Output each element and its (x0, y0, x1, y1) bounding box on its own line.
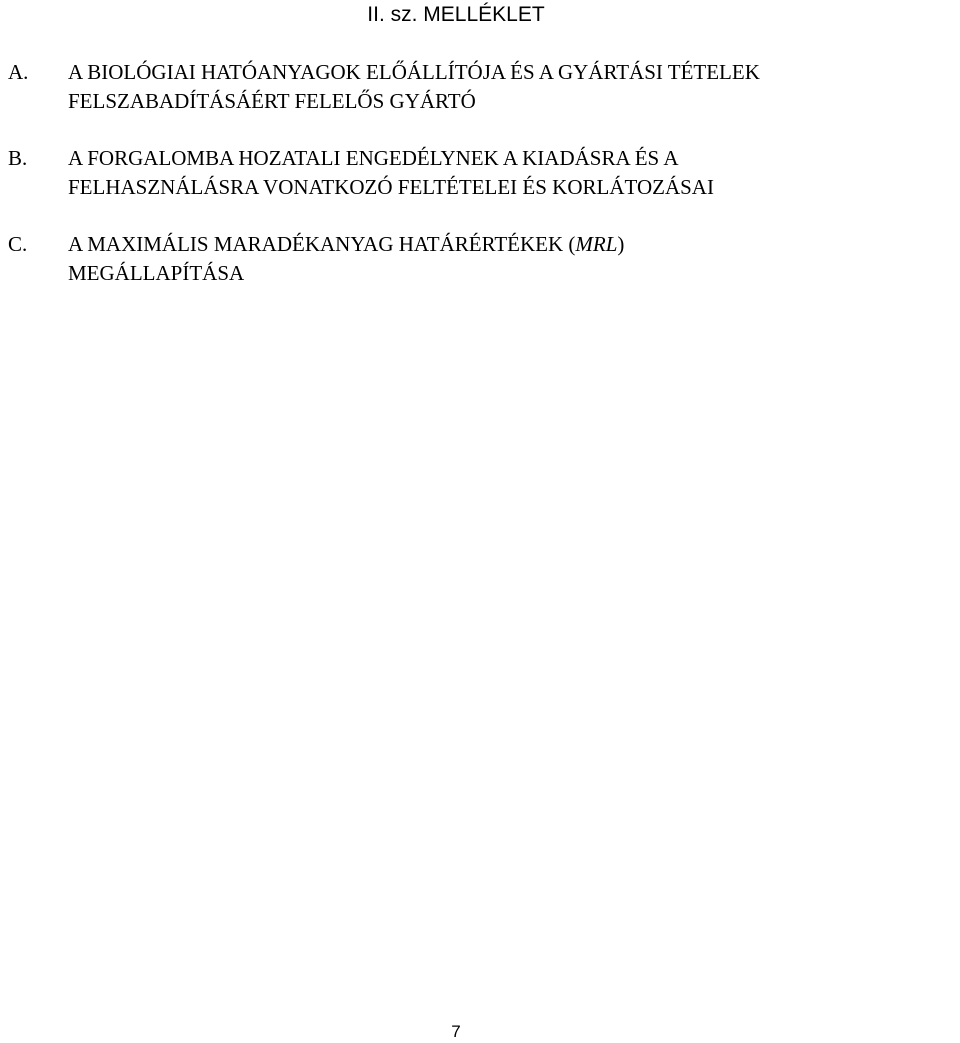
section-heading (68, 230, 940, 288)
page-number: 7 (451, 1022, 461, 1041)
section-letter: B. (8, 146, 28, 170)
section-heading (68, 58, 940, 116)
section-heading-line: FELSZABADÍTÁSÁÉRT FELELŐS GYÁRTÓ (68, 89, 476, 113)
section-b (0, 144, 940, 202)
heading-text: A MAXIMÁLIS MARADÉKANYAG HATÁRÉRTÉKEK ( (68, 232, 576, 256)
section-c (0, 230, 940, 288)
section-heading-line: A BIOLÓGIAI HATÓANYAGOK ELŐÁLLÍTÓJA ÉS A GYÁRTÁSI TÉTELEK (68, 60, 760, 84)
section-heading-line: MEGÁLLAPÍTÁSA (68, 261, 245, 285)
section-heading (68, 144, 940, 202)
heading-text: ) (617, 232, 625, 256)
annex-title: II. sz. MELLÉKLET (367, 3, 545, 26)
section-letter: C. (8, 232, 28, 256)
section-letter: A. (8, 60, 29, 84)
section-heading-line: A FORGALOMBA HOZATALI ENGEDÉLYNEK A KIADÁSRA ÉS A (68, 146, 679, 170)
heading-italic-abbreviation: MRL (575, 232, 618, 256)
section-heading-line (68, 230, 940, 259)
section-heading-line: FELHASZNÁLÁSRA VONATKOZÓ FELTÉTELEI ÉS KORLÁTOZÁSAI (68, 175, 714, 199)
section-a (0, 58, 940, 116)
